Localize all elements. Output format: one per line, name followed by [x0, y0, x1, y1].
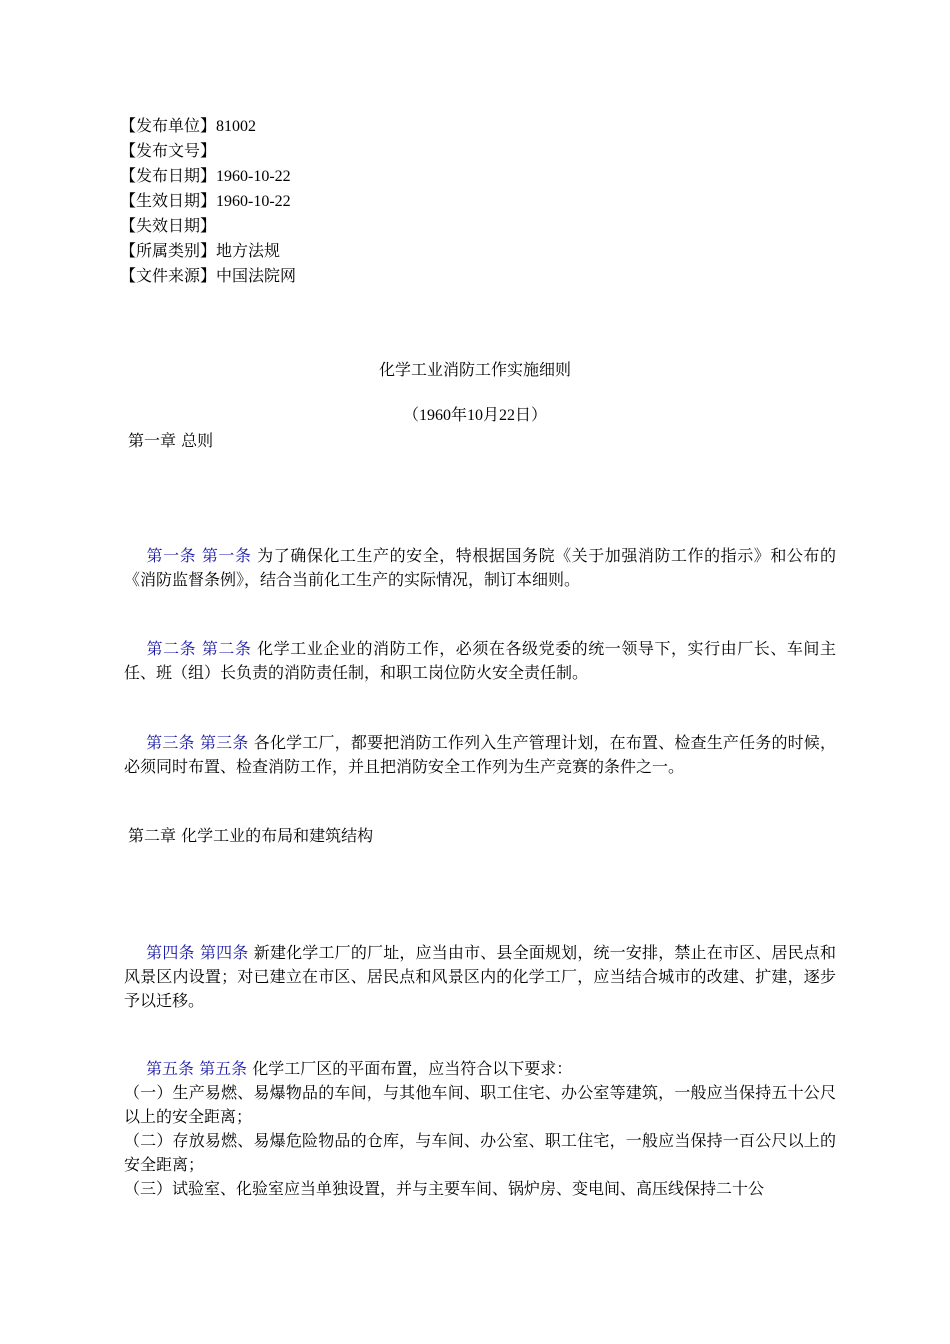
article-3 — [124, 731, 836, 779]
article-link[interactable]: 第一条 — [146, 546, 197, 565]
document-title: 化学工业消防工作实施细则 — [378, 360, 571, 379]
article-link[interactable]: 第二条 — [146, 639, 197, 658]
meta-label: 【生效日期】 — [120, 191, 217, 210]
article-2 — [124, 637, 836, 685]
article-item: （二）存放易燃、易爆危险物品的仓库，与车间、办公室、职工住宅，一般应当保持一百公尺以上的安全距离； — [124, 1131, 836, 1174]
article-item: （三）试验室、化验室应当单独设置，并与主要车间、锅炉房、变电间、高压线保持二十公 — [124, 1179, 765, 1198]
meta-label: 【发布文号】 — [120, 141, 217, 160]
meta-label: 【失效日期】 — [120, 216, 217, 235]
article-link[interactable]: 第五条 — [199, 1059, 248, 1078]
article-link[interactable]: 第二条 — [201, 639, 252, 658]
article-text: 化学工厂区的平面布置，应当符合以下要求： — [247, 1059, 573, 1078]
meta-publisher — [120, 116, 256, 137]
chapter-heading: 第一章 总则 — [128, 431, 214, 450]
article-text: 新建化学工厂的厂址，应当由市、县全面规划，统一安排，禁止在市区、居民点和风景区内设置；对已建立在市区、居民点和风景区内的化学工厂，应当结合城市的改建、扩建，逐步予以迁移。 — [124, 943, 836, 1010]
article-text: 化学工业企业的消防工作，必须在各级党委的统一领导下，实行由厂长、车间主任、班（组）长负责的消防责任制，和职工岗位防火安全责任制。 — [124, 639, 836, 682]
article-link[interactable]: 第一条 — [201, 546, 252, 565]
meta-label: 【所属类别】 — [120, 241, 217, 260]
meta-doc-number — [120, 141, 216, 162]
meta-source — [120, 266, 296, 286]
article-1 — [124, 544, 836, 592]
article-link[interactable]: 第四条 — [146, 943, 195, 962]
meta-value: 地方法规 — [216, 241, 281, 260]
article-4 — [124, 941, 836, 1013]
meta-value: 中国法院网 — [216, 266, 297, 285]
article-link[interactable]: 第四条 — [199, 943, 249, 962]
meta-publish-date — [120, 166, 291, 187]
article-link[interactable]: 第三条 — [146, 733, 195, 752]
meta-label: 【发布日期】 — [120, 166, 217, 185]
article-5 — [124, 1057, 836, 1201]
article-text: 为了确保化工生产的安全，特根据国务院《关于加强消防工作的指示》和公布的《消防监督条例》，结合当前化工生产的实际情况，制订本细则。 — [124, 546, 836, 589]
meta-value: 1960-10-22 — [216, 168, 291, 185]
meta-effective-date — [120, 191, 291, 212]
chapter-heading: 第二章 化学工业的布局和建筑结构 — [128, 826, 374, 845]
article-link[interactable]: 第五条 — [146, 1059, 195, 1078]
article-link[interactable]: 第三条 — [199, 733, 249, 752]
meta-label: 【文件来源】 — [120, 266, 217, 285]
meta-value: 1960-10-22 — [216, 193, 291, 210]
article-text: 各化学工厂，都要把消防工作列入生产管理计划，在布置、检查生产任务的时候，必须同时布置、检查消防工作，并且把消防安全工作列为生产竞赛的条件之一。 — [124, 733, 836, 776]
document-date: （1960年10月22日） — [402, 407, 547, 424]
meta-expiry-date — [120, 216, 216, 237]
meta-category — [120, 241, 280, 261]
meta-value: 81002 — [216, 118, 257, 135]
article-item: （一）生产易燃、易爆物品的车间，与其他车间、职工住宅、办公室等建筑，一般应当保持五十公尺以上的安全距离； — [124, 1083, 836, 1126]
meta-label: 【发布单位】 — [120, 116, 217, 135]
